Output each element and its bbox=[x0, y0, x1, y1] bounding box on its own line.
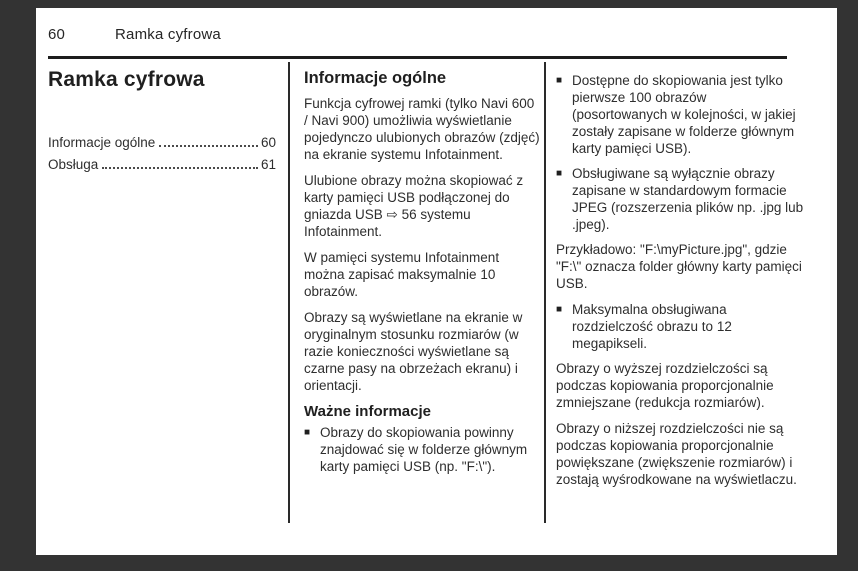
paragraph: Obrazy o wyższej rozdzielczości są podczas kopiowania proporcjonalnie zmniejszane (redukcja rozmiarów). bbox=[556, 361, 774, 410]
paragraph-example-path: Przykładowo: "F:\myPicture.jpg", gdzie "F:\" oznacza folder główny karty pamięci USB. bbox=[556, 242, 802, 291]
column-divider-right bbox=[544, 62, 546, 523]
column-general-info bbox=[304, 70, 540, 483]
paragraph: Obrazy są wyświetlane na ekranie w oryginalnym stosunku rozmiarów (w razie konieczności wyświetlane są czarne pasy na obrzeżach ekranu) i orientacji. bbox=[304, 310, 523, 393]
list-item-text: Obrazy do skopiowania powinny znajdować się w folderze głównym karty pamięci USB (np. "F:\"). bbox=[320, 425, 528, 474]
list-item-text: Maksymalna obsługiwana rozdzielczość obrazu to 12 megapikseli. bbox=[572, 302, 732, 351]
list-item-text: Dostępne do skopiowania jest tylko pierwsze 100 obrazów (posortowanych w kolejności, w jakiej zostały zapisane w folderze głównym karty pamięci USB). bbox=[572, 73, 796, 156]
bullet-square-icon: ■ bbox=[556, 168, 563, 179]
section-heading: Informacje ogólne bbox=[304, 69, 447, 87]
toc-leader-dots bbox=[159, 144, 258, 147]
bullet-square-icon: ■ bbox=[556, 304, 563, 315]
toc-leader-dots bbox=[102, 166, 258, 169]
paragraph: W pamięci systemu Infotainment można zapisać maksymalnie 10 obrazów. bbox=[304, 250, 500, 299]
toc-entry-informacje-ogolne[interactable] bbox=[48, 132, 276, 154]
bullet-square-icon: ■ bbox=[304, 427, 311, 438]
paragraph: Funkcja cyfrowej ramki (tylko Navi 600 / Navi 900) umożliwia wyświetlanie pojedynczo ulubionych obrazów (zdjęć) na ekranie systemu Infotainment. bbox=[304, 96, 540, 162]
chapter-title: Ramka cyfrowa bbox=[48, 68, 205, 91]
list-item bbox=[556, 165, 804, 233]
page-number: 60 bbox=[48, 26, 66, 43]
toc-entry-page: 61 bbox=[260, 157, 276, 172]
header-rule bbox=[48, 56, 787, 59]
list-item bbox=[556, 72, 804, 157]
toc-entry-label: Informacje ogólne bbox=[48, 135, 156, 150]
paragraph-usb-reference: Ulubione obrazy można skopiować z karty pamięci USB podłączonej do gniazda USB ⇨ 56 systemu Infotainment. bbox=[304, 173, 524, 239]
manual-page bbox=[36, 8, 837, 555]
toc-entry-label: Obsługa bbox=[48, 157, 99, 172]
subsection-heading: Ważne informacje bbox=[304, 403, 431, 420]
toc-entry-page: 60 bbox=[260, 135, 276, 150]
toc-entry-obsluga[interactable] bbox=[48, 154, 276, 176]
paragraph: Obrazy o niższej rozdzielczości nie są podczas kopiowania proporcjonalnie powiększane (zwiększenie rozmiarów) i zostają wyśrodkowane na wyświetlaczu. bbox=[556, 421, 797, 487]
bullet-square-icon: ■ bbox=[556, 75, 563, 86]
column-notes bbox=[556, 72, 804, 497]
column-toc bbox=[48, 68, 276, 176]
header-chapter-title: Ramka cyfrowa bbox=[115, 26, 221, 43]
toc-list bbox=[48, 132, 276, 176]
list-item-text: Obsługiwane są wyłącznie obrazy zapisane w standardowym formacie JPEG (rozszerzenia plików np. .jpg lub .jpeg). bbox=[572, 166, 804, 232]
list-item bbox=[304, 424, 540, 475]
running-header bbox=[48, 26, 221, 43]
list-item bbox=[556, 301, 804, 352]
column-divider-left bbox=[288, 62, 290, 523]
